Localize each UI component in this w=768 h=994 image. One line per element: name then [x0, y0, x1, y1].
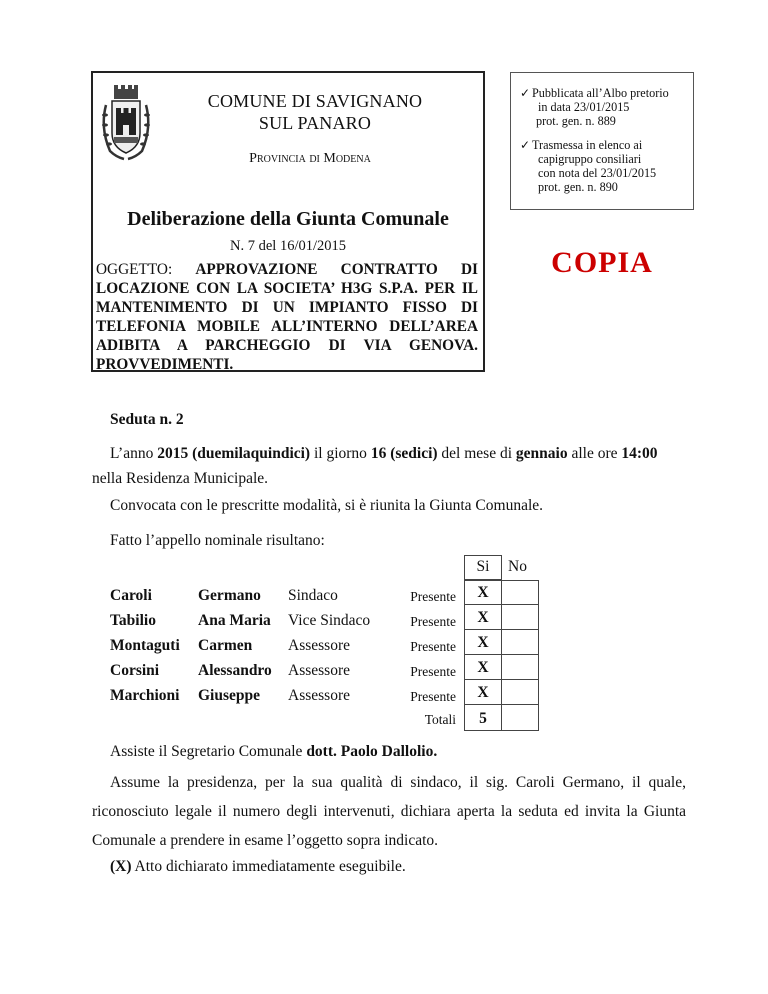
note-line: prot. gen. n. 890 — [538, 180, 618, 194]
si-mark: X — [477, 609, 489, 626]
member-role: Vice Sindaco — [288, 612, 371, 629]
time-value: 14:00 — [621, 445, 658, 462]
column-header-si: Si — [476, 558, 490, 575]
member-role: Sindaco — [288, 587, 338, 604]
member-surname: Caroli — [110, 587, 152, 604]
no-cell — [501, 654, 539, 680]
note-line: in data 23/01/2015 — [538, 100, 630, 114]
checkmark-icon: ✓ — [520, 138, 531, 152]
totals-label: Totali — [424, 712, 456, 727]
member-status: Presente — [410, 689, 456, 704]
month-value: gennaio — [515, 445, 568, 462]
deliberation-title: Deliberazione della Giunta Comunale — [127, 208, 449, 230]
coat-of-arms-logo — [100, 83, 152, 163]
member-name: Alessandro — [198, 662, 272, 679]
checkmark-icon: ✓ — [520, 86, 531, 100]
appello-intro: Fatto l’appello nominale risultano: — [110, 532, 325, 549]
member-surname: Tabilio — [110, 612, 156, 629]
member-status: Presente — [410, 664, 456, 679]
deliberation-del-word: del — [258, 238, 277, 254]
no-cell — [501, 604, 539, 630]
member-surname: Montaguti — [110, 637, 180, 654]
seduta-number: Seduta n. 2 — [110, 411, 184, 428]
deliberation-number-value: 7 — [247, 238, 255, 254]
secretary-name: dott. Paolo Dallolio. — [306, 743, 438, 760]
comune-line-1: COMUNE DI SAVIGNANO — [207, 91, 423, 111]
provincia-label: Provincia di Modena — [249, 151, 371, 166]
note-line: Pubblicata all’Albo pretorio — [532, 86, 669, 100]
si-mark: X — [477, 584, 489, 601]
anno-paragraph-line2: nella Residenza Municipale. — [92, 470, 269, 487]
text-run: alle ore — [567, 445, 622, 462]
deliberation-number-prefix: N. — [229, 238, 245, 254]
comune-name — [170, 90, 460, 134]
total-no-cell — [501, 704, 539, 731]
column-header-no: No — [508, 558, 527, 575]
si-mark: X — [477, 659, 489, 676]
comune-line-2: SUL PANARO — [258, 113, 372, 133]
oggetto-text: APPROVAZIONE CONTRATTO DI LOCAZIONE CON LA SOCIETA’ H3G S.P.A. PER IL MANTENIMENTO DI UN IMPIANTO FISSO DI TELEFONIA MOBILE ALL’INTERNO DELL’AREA ADIBITA A PARCHEGGIO DI VIA GENOVA. PROVVEDIMENTI. — [96, 261, 478, 373]
member-role: Assessore — [288, 662, 350, 679]
text-run: Atto dichiarato immediatamente eseguibile. — [131, 858, 406, 875]
year-value: 2015 (duemilaquindici) — [157, 445, 311, 462]
si-mark: X — [477, 634, 489, 651]
assiste-paragraph — [110, 741, 437, 763]
deliberation-date: 16/01/2015 — [279, 238, 346, 254]
note-line: Trasmessa in elenco ai — [532, 138, 643, 152]
day-value: 16 (sedici) — [370, 445, 438, 462]
no-cell — [501, 580, 539, 605]
note-line: prot. gen. n. 889 — [536, 114, 616, 128]
member-surname: Corsini — [110, 662, 160, 679]
atto-eseguibile — [110, 856, 406, 878]
text-run: il giorno — [310, 445, 371, 462]
eseguibile-mark: (X) — [110, 858, 132, 875]
member-surname: Marchioni — [110, 687, 180, 704]
no-cell — [501, 629, 539, 655]
member-status: Presente — [410, 589, 456, 604]
text-run: Assiste il Segretario Comunale — [110, 743, 307, 760]
oggetto-label: OGGETTO: — [96, 261, 173, 278]
note-line: capigruppo consiliari — [538, 152, 642, 166]
text-run: del mese di — [437, 445, 516, 462]
member-name: Germano — [198, 587, 261, 604]
copia-stamp: COPIA — [551, 246, 653, 279]
member-name: Carmen — [198, 637, 253, 654]
member-status: Presente — [410, 614, 456, 629]
si-mark: X — [477, 684, 489, 701]
oggetto-paragraph — [96, 260, 478, 374]
text-run: L’anno — [110, 445, 158, 462]
note-line: con nota del 23/01/2015 — [538, 166, 657, 180]
anno-paragraph — [110, 443, 680, 465]
no-cell — [501, 679, 539, 705]
assume-paragraph: Assume la presidenza, per la sua qualità di sindaco, il sig. Caroli Germano, il quale, riconosciuto legale il numero degli intervenuti, dichiara aperta la seduta ed invita la Giunta Comunale a prendere in esame l’oggetto sopra indicato. — [92, 774, 686, 849]
deliberation-number — [92, 238, 484, 255]
member-name: Ana Maria — [198, 612, 271, 629]
total-si-value: 5 — [479, 710, 487, 727]
member-role: Assessore — [288, 637, 350, 654]
member-name: Giuseppe — [198, 687, 261, 704]
member-status: Presente — [410, 639, 456, 654]
convocata-paragraph: Convocata con le prescritte modalità, si è riunita la Giunta Comunale. — [110, 497, 544, 514]
member-role: Assessore — [288, 687, 350, 704]
